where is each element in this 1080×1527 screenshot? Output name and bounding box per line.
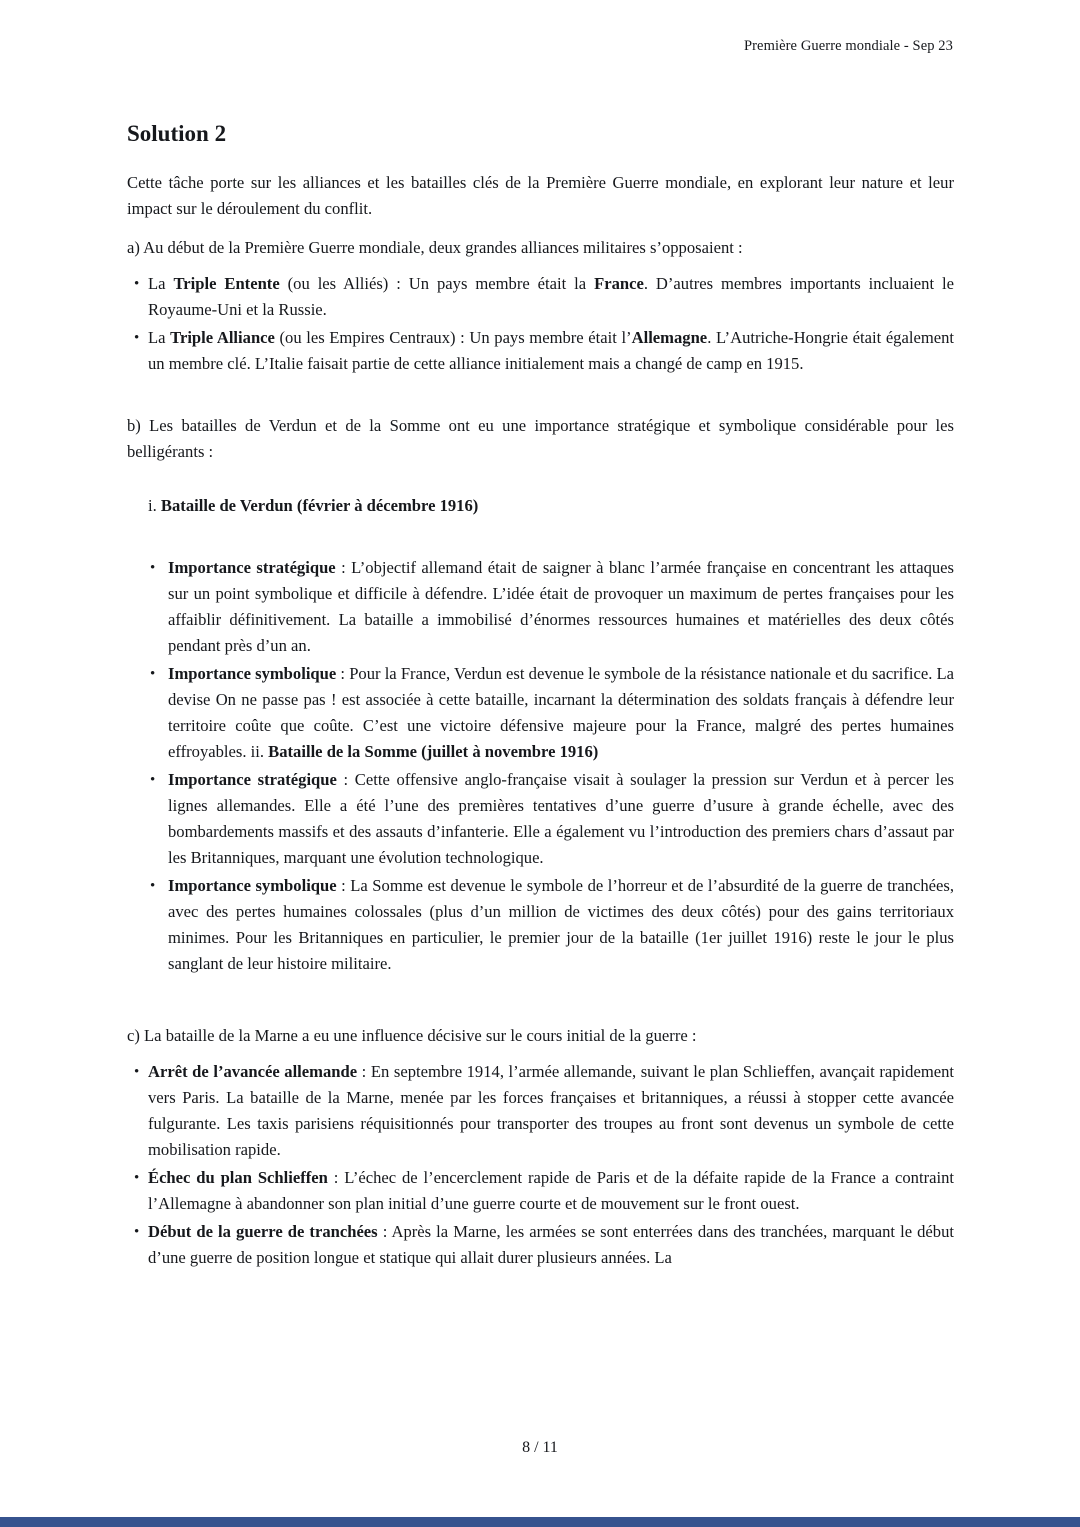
list-item-triple-entente — [127, 271, 954, 323]
section-b-lead: b) Les batailles de Verdun et de la Somme ont eu une importance stratégique et symbolique considérable pour les belligérants : — [127, 415, 954, 461]
bullet-icon: • — [150, 771, 156, 788]
page-header — [744, 38, 953, 55]
section-c-lead: c) La bataille de la Marne a eu une influence décisive sur le cours initial de la guerre : — [127, 1025, 697, 1045]
marne-list — [127, 1059, 954, 1271]
list-item-debut-tranchees — [127, 1219, 954, 1271]
intro-paragraph: Cette tâche porte sur les alliances et les batailles clés de la Première Guerre mondiale, en explorant leur nature et leur impact sur le déroulement du conflit. — [127, 172, 954, 218]
list-item-text: Importance stratégique : Cette offensive anglo-française visait à soulager la pression sur Verdun et à percer les lignes allemandes. Elle a été l’une des premières tentatives d’une guerre d’usure à grande échelle, avec des bombardements massifs et des assauts d’infanterie. Elle a également vu l’introduction des premiers chars d’assaut par les Britanniques, marquant une évolution technologique. — [168, 769, 954, 867]
page-footer — [0, 1439, 1080, 1457]
list-item-arret-avancee — [127, 1059, 954, 1163]
document-body — [127, 120, 954, 1273]
list-item-verdun-symbolique — [150, 661, 954, 765]
list-item-triple-alliance — [127, 325, 954, 377]
list-item-text: Échec du plan Schlieffen : L’échec de l’encerclement rapide de Paris et de la défaite rapide de la France a contraint l’Allemagne à abandonner son plan initial d’une guerre courte et de mouvement sur le front ouest. — [148, 1167, 954, 1213]
bullet-icon: • — [134, 1169, 140, 1186]
page-number: 8 / 11 — [522, 1439, 558, 1456]
page-title: Solution 2 — [127, 121, 227, 146]
alliances-list — [127, 271, 954, 377]
list-item-somme-strategique — [150, 767, 954, 871]
list-item-text: Importance symbolique : Pour la France, Verdun est devenue le symbole de la résistance nationale et du sacrifice. La devise On ne passe pas ! est associée à cette bataille, incarnant la détermination des soldats français à défendre leur territoire coûte que coûte. C’est une victoire défensive majeure pour la France, malgré des pertes humaines effroyables. ii. Bataille de la Somme (juillet à novembre 1916) — [168, 663, 954, 761]
bullet-icon: • — [150, 665, 156, 682]
battles-list — [150, 555, 954, 977]
list-item-text: Arrêt de l’avancée allemande : En septembre 1914, l’armée allemande, suivant le plan Schlieffen, avançait rapidement vers Paris. La bataille de la Marne, menée par les forces françaises et britanniques, a réussi à stopper cette avancée fulgurante. Les taxis parisiens réquisitionnés pour transporter des troupes au front sont devenus un symbole de cette mobilisation rapide. — [148, 1061, 954, 1159]
bullet-icon: • — [134, 1063, 140, 1080]
list-item-verdun-strategique — [150, 555, 954, 659]
section-a-lead: a) Au début de la Première Guerre mondiale, deux grandes alliances militaires s’opposaient : — [127, 237, 743, 257]
bullet-icon: • — [134, 275, 140, 292]
list-item-text: Importance stratégique : L’objectif allemand était de saigner à blanc l’armée française en concentrant les attaques sur un point symbolique et difficile à défendre. L’idée était de provoquer un maximum de pertes françaises pour les affaiblir définitivement. La bataille a immobilisé d’énormes ressources humaines et matérielles des deux côtés pendant près d’un an. — [168, 557, 954, 655]
list-item-echec-schlieffen — [127, 1165, 954, 1217]
footer-accent-bar — [0, 1517, 1080, 1527]
verdun-subheading: i. Bataille de Verdun (février à décembre 1916) — [148, 495, 479, 515]
bullet-icon: • — [150, 559, 156, 576]
header-course-label: Première Guerre mondiale - Sep 23 — [743, 38, 953, 54]
list-item-text: La Triple Alliance (ou les Empires Centraux) : Un pays membre était l’Allemagne. L’Autriche-Hongrie était également un membre clé. L’Italie faisait partie de cette alliance initialement mais a changé de camp en 1915. — [148, 327, 955, 373]
bullet-icon: • — [134, 1223, 140, 1240]
list-item-text: La Triple Entente (ou les Alliés) : Un pays membre était la France. D’autres membres importants incluaient le Royaume-Uni et la Russie. — [148, 273, 954, 319]
list-item-somme-symbolique — [150, 873, 954, 977]
list-item-text: Importance symbolique : La Somme est devenue le symbole de l’horreur et de l’absurdité de la guerre de tranchées, avec des pertes humaines colossales (plus d’un million de victimes des deux côtés) pour des gains territoriaux minimes. Pour les Britanniques en particulier, le premier jour de la bataille (1er juillet 1916) reste le jour le plus sanglant de leur histoire militaire. — [168, 875, 954, 973]
list-item-text: Début de la guerre de tranchées : Après la Marne, les armées se sont enterrées dans des tranchées, marquant le début d’une guerre de position longue et statique qui allait durer plusieurs années. La — [148, 1221, 954, 1267]
bullet-icon: • — [134, 329, 140, 346]
bullet-icon: • — [150, 877, 156, 894]
